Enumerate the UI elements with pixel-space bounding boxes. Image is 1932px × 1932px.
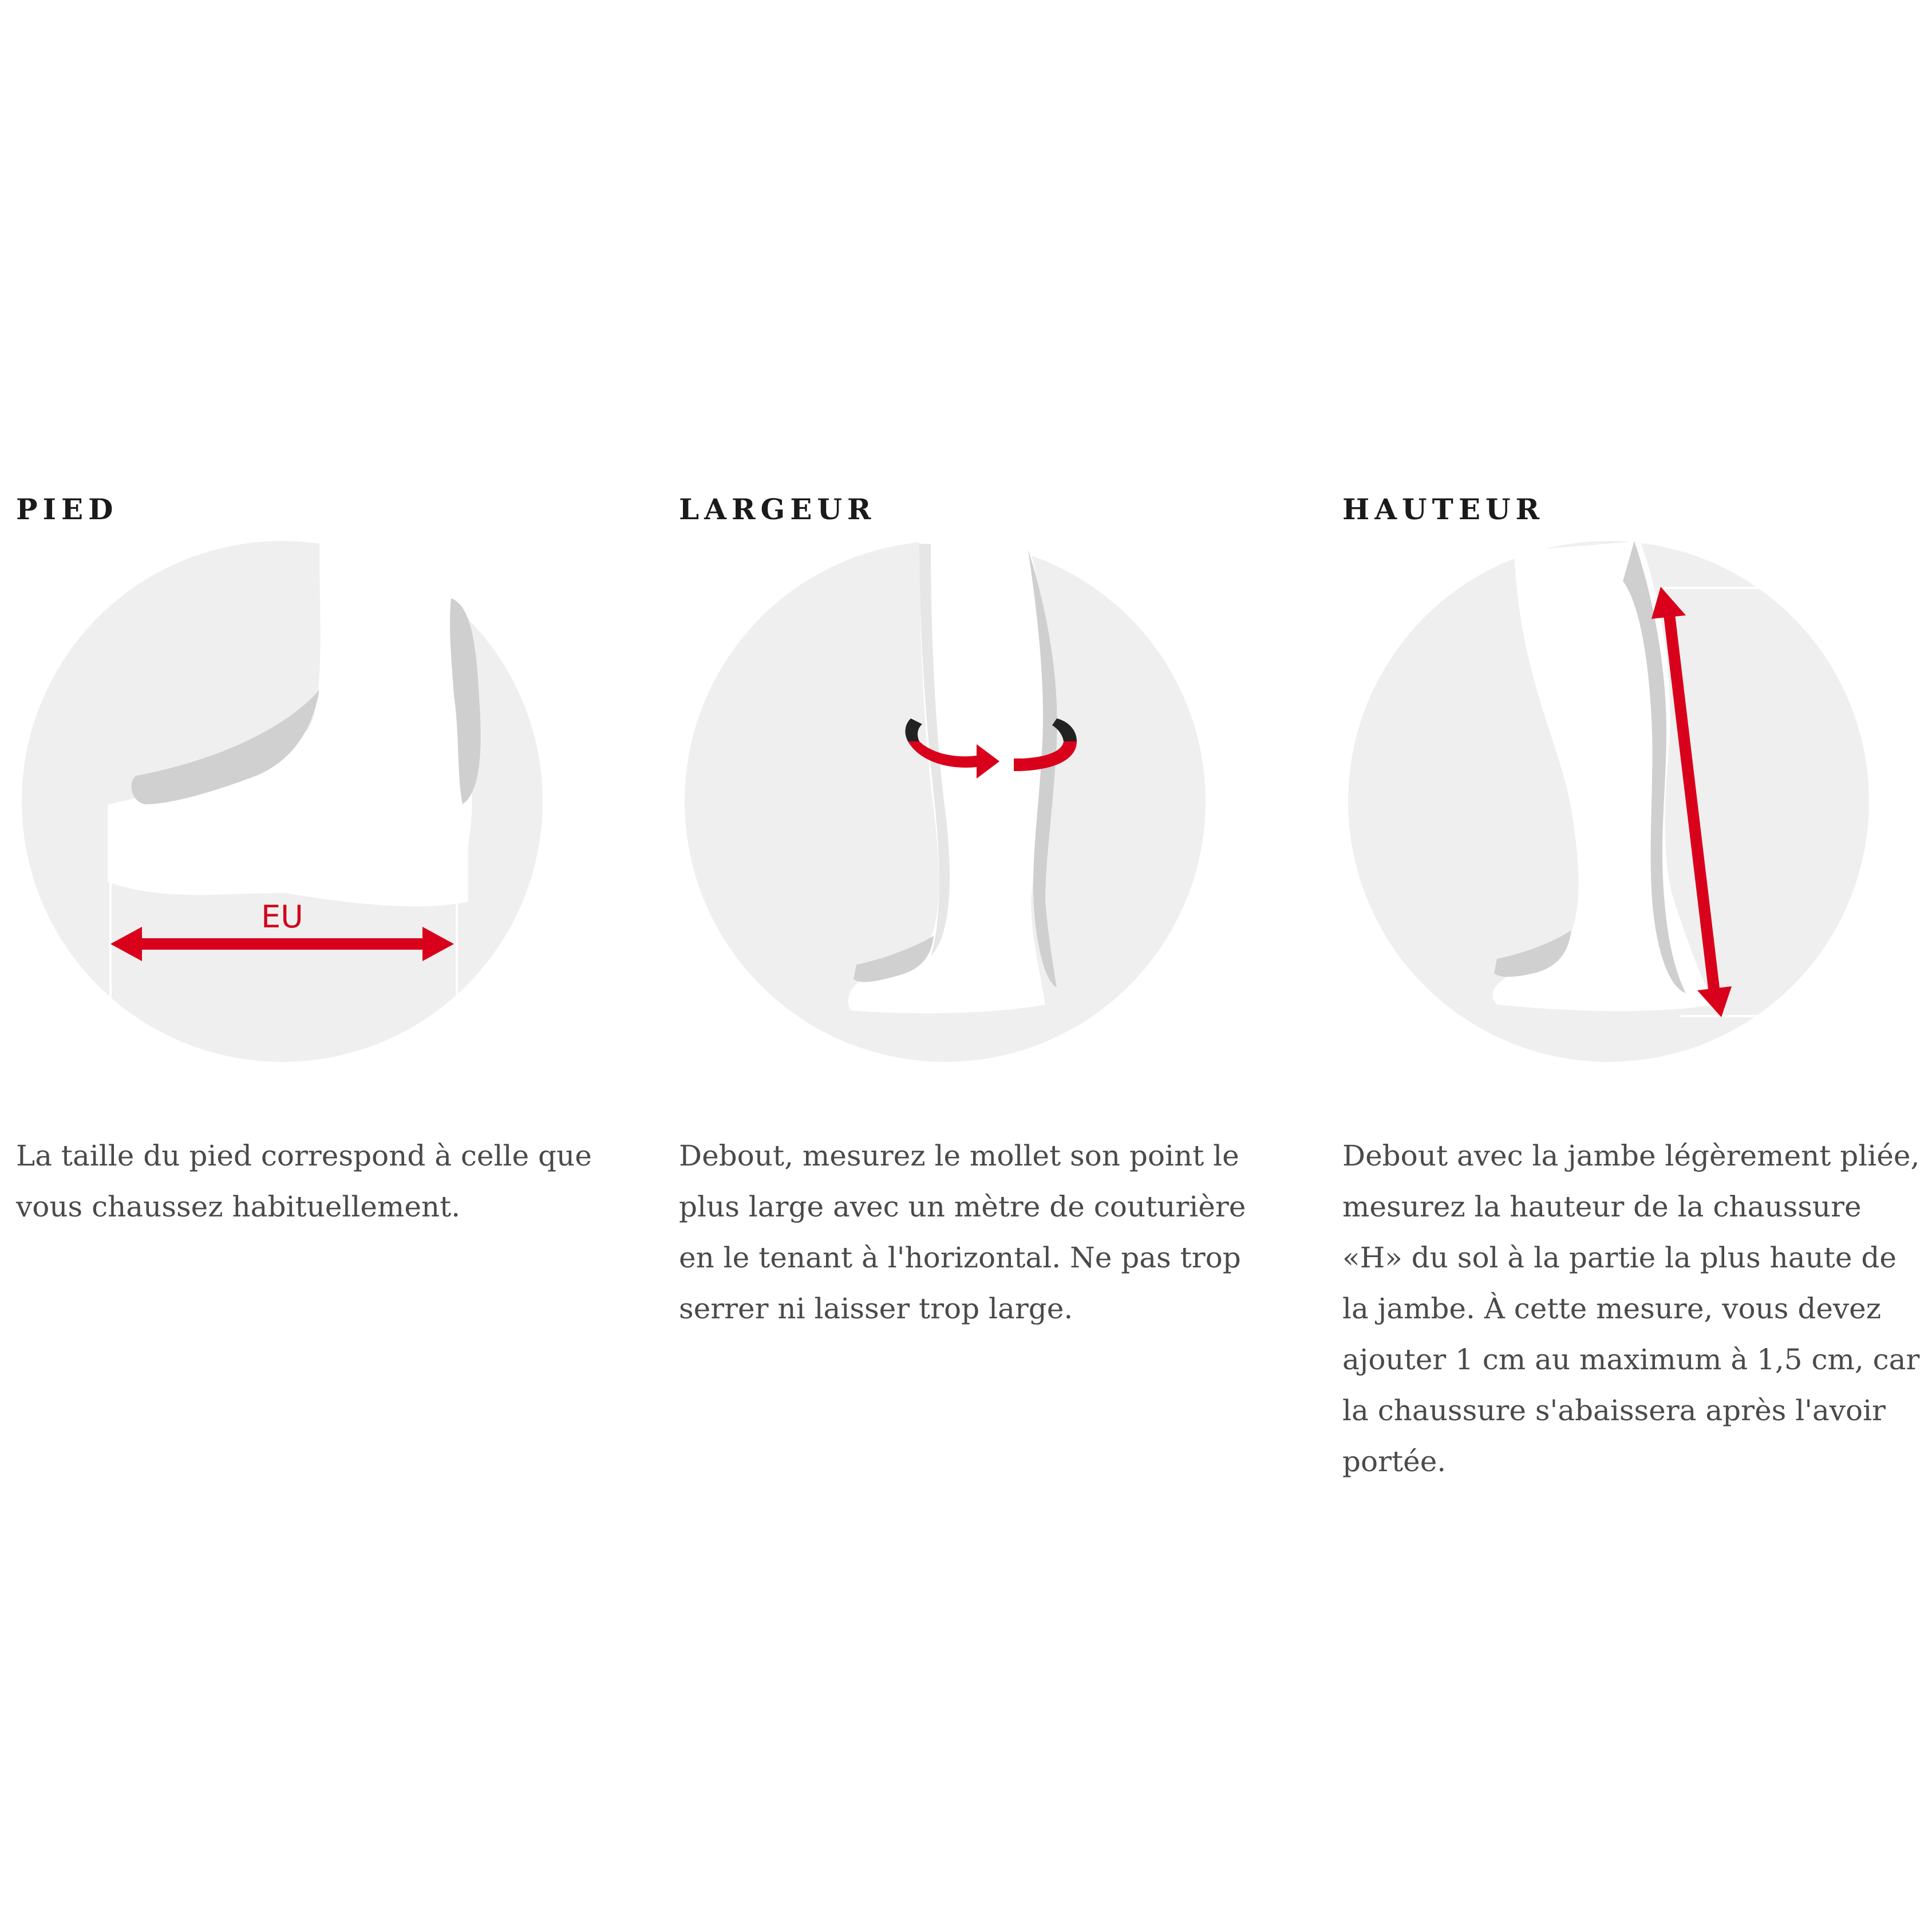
column-pied [16, 489, 594, 1223]
eu-label: EU [261, 899, 303, 935]
hauteur-title: HAUTEUR [1342, 492, 1545, 526]
calf-width-diagram [679, 535, 1211, 1068]
column-hauteur [1342, 489, 1921, 1478]
foot-length-diagram [16, 535, 548, 1068]
pied-description: La taille du pied correspond à celle que vous chaussez habituellement. [16, 1139, 592, 1223]
largeur-description: Debout, mesurez le mollet son point le plus large avec un mètre de couturière en le tenant à l'horizontal. Ne pas trop serrer ni laisser trop large. [679, 1139, 1246, 1325]
calf-width-illustration [679, 535, 1211, 1068]
pied-title: PIED [16, 492, 118, 526]
shaft-height-illustration [1342, 535, 1875, 1068]
largeur-title: LARGEUR [679, 492, 876, 526]
shaft-height-diagram [1342, 535, 1875, 1068]
foot-length-illustration [16, 535, 548, 1068]
column-largeur [679, 489, 1257, 1325]
hauteur-description: Debout avec la jambe légèrement pliée, mesurez la hauteur de la chaussure «H» du sol à la partie la plus haute de la jambe. À cette mesure, vous devez ajouter 1 cm au maximum à 1,5 cm, car la chaussure s'abaissera après l'avoir portée. [1342, 1139, 1920, 1478]
